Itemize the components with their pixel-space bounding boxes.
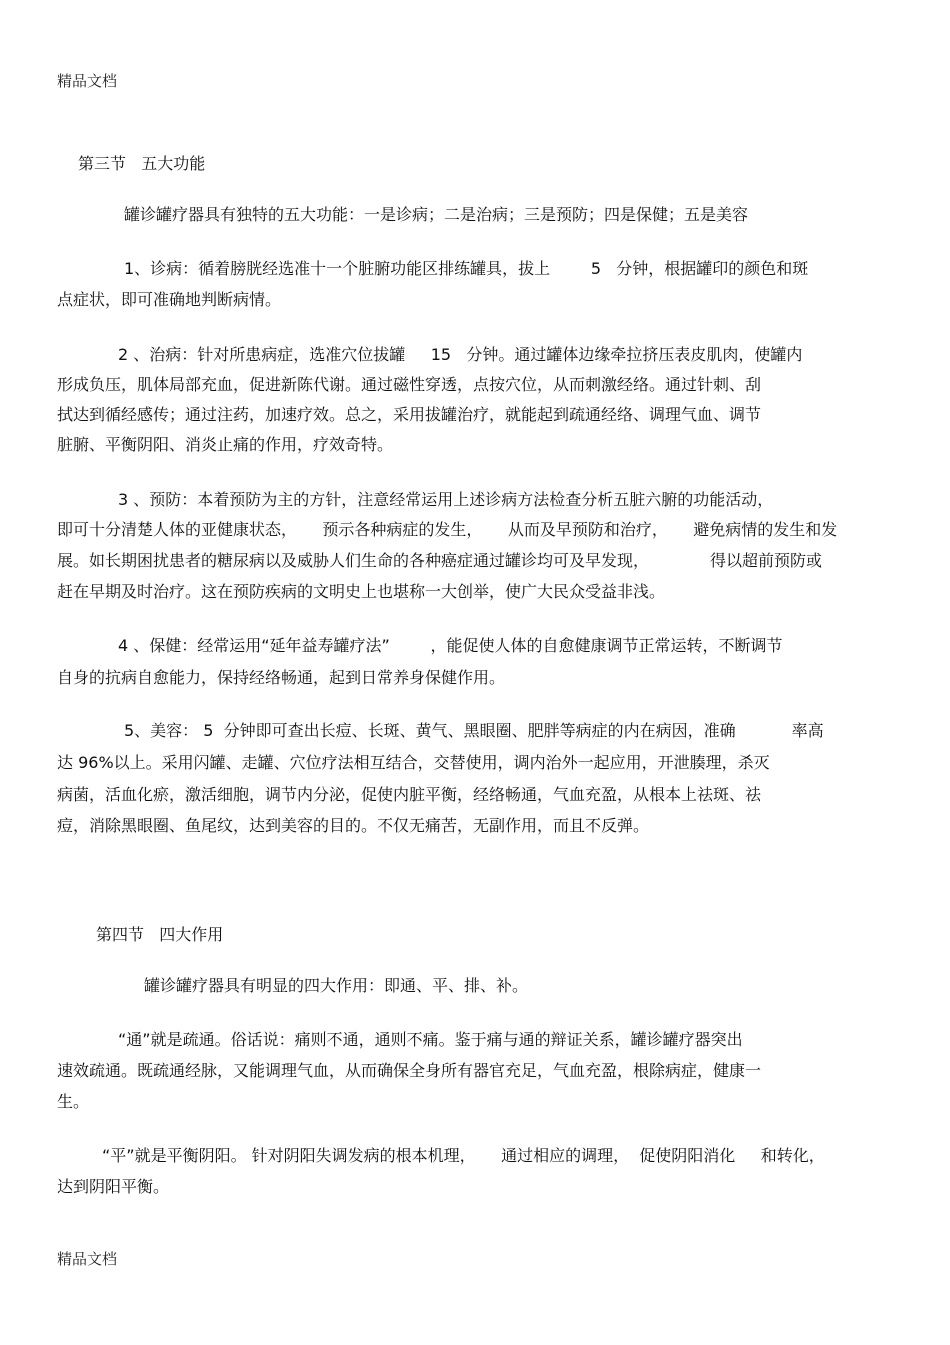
p5-line-3: 病菌，活血化瘀，激活细胞，调节内分泌，促使内脏平衡，经络畅通，气血充盈，从根本上祛斑、祛 bbox=[57, 785, 762, 804]
p3-line-2: 即可十分清楚人体的亚健康状态， 预示各种病症的发生， 从而及早预防和治疗， 避免病情的发生和发 bbox=[57, 520, 838, 539]
ping-line-2: 达到阴阳平衡。 bbox=[57, 1177, 170, 1196]
tong-line-2: 速效疏通。既疏通经脉，又能调理气血，从而确保全身所有器官充足，气血充盈，根除病症，健康一 bbox=[57, 1061, 762, 1080]
section3-intro: 罐诊罐疗器具有独特的五大功能：一是诊病；二是治病；三是预防；四是保健；五是美容 bbox=[124, 205, 749, 224]
tong-line-1: “通”就是疏通。俗话说：痛则不通，通则不痛。鉴于痛与通的辩证关系，罐诊罐疗器突出 bbox=[118, 1030, 743, 1049]
ping-line-1: “平”就是平衡阴阳。 针对阴阳失调发病的根本机理， 通过相应的调理， 促使阴阳消化 和转化， bbox=[102, 1146, 825, 1165]
p2-line-1: 2 、治病：针对所患病症，选准穴位拔罐 15 分钟。通过罐体边缘牵拉挤压表皮肌肉，使罐内 bbox=[118, 345, 803, 364]
p3-line-4: 赶在早期及时治疗。这在预防疾病的文明史上也堪称一大创举，使广大民众受益非浅。 bbox=[57, 582, 666, 601]
p3-line-3: 展。如长期困扰患者的糖尿病以及威胁人们生命的各种癌症通过罐诊均可及早发现， 得以超前预防或 bbox=[57, 551, 823, 570]
tong-line-3: 生。 bbox=[57, 1092, 90, 1111]
p5-line-2: 达 96%以上。采用闪罐、走罐、穴位疗法相互结合，交替使用，调内治外一起应用，开泄腠理，杀灭 bbox=[57, 753, 770, 772]
p4-line-2: 自身的抗病自愈能力，保持经络畅通，起到日常养身保健作用。 bbox=[57, 668, 506, 687]
p2-line-4: 脏腑、平衡阴阳、消炎止痛的作用，疗效奇特。 bbox=[57, 435, 394, 454]
section3-title: 第三节 五大功能 bbox=[78, 154, 206, 173]
p5-line-1: 5、美容： 5 分钟即可查出长痘、长斑、黄气、黑眼圈、肥胖等病症的内在病因，准确 率高 bbox=[124, 721, 824, 740]
p3-line-1: 3 、预防：本着预防为主的方针，注意经常运用上述诊病方法检查分析五脏六腑的功能活动， bbox=[118, 490, 774, 509]
p2-line-2: 形成负压，肌体局部充血，促进新陈代谢。通过磁性穿透，点按穴位，从而刺激经络。通过针刺、刮 bbox=[57, 375, 762, 394]
p4-line-1: 4 、保健：经常运用“延年益寿罐疗法” ，能促使人体的自愈健康调节正常运转，不断调节 bbox=[118, 636, 783, 655]
p2-line-3: 拭达到循经感传；通过注药，加速疗效。总之，采用拔罐治疗，就能起到疏通经络、调理气血、调节 bbox=[57, 405, 762, 424]
p5-line-4: 痘，消除黑眼圈、鱼尾纹，达到美容的目的。不仅无痛苦，无副作用，而且不反弹。 bbox=[57, 816, 650, 835]
section4-title: 第四节 四大作用 bbox=[96, 925, 224, 944]
p1-line-2: 点症状，即可准确地判断病情。 bbox=[57, 290, 282, 309]
watermark-top: 精品文档 bbox=[57, 72, 118, 90]
watermark-bottom: 精品文档 bbox=[57, 1250, 118, 1268]
section4-intro: 罐诊罐疗器具有明显的四大作用：即通、平、排、补。 bbox=[144, 976, 529, 995]
p1-line-1: 1、诊病：循着膀胱经选准十一个脏腑功能区排练罐具，拔上 5 分钟，根据罐印的颜色和斑 bbox=[124, 259, 809, 278]
